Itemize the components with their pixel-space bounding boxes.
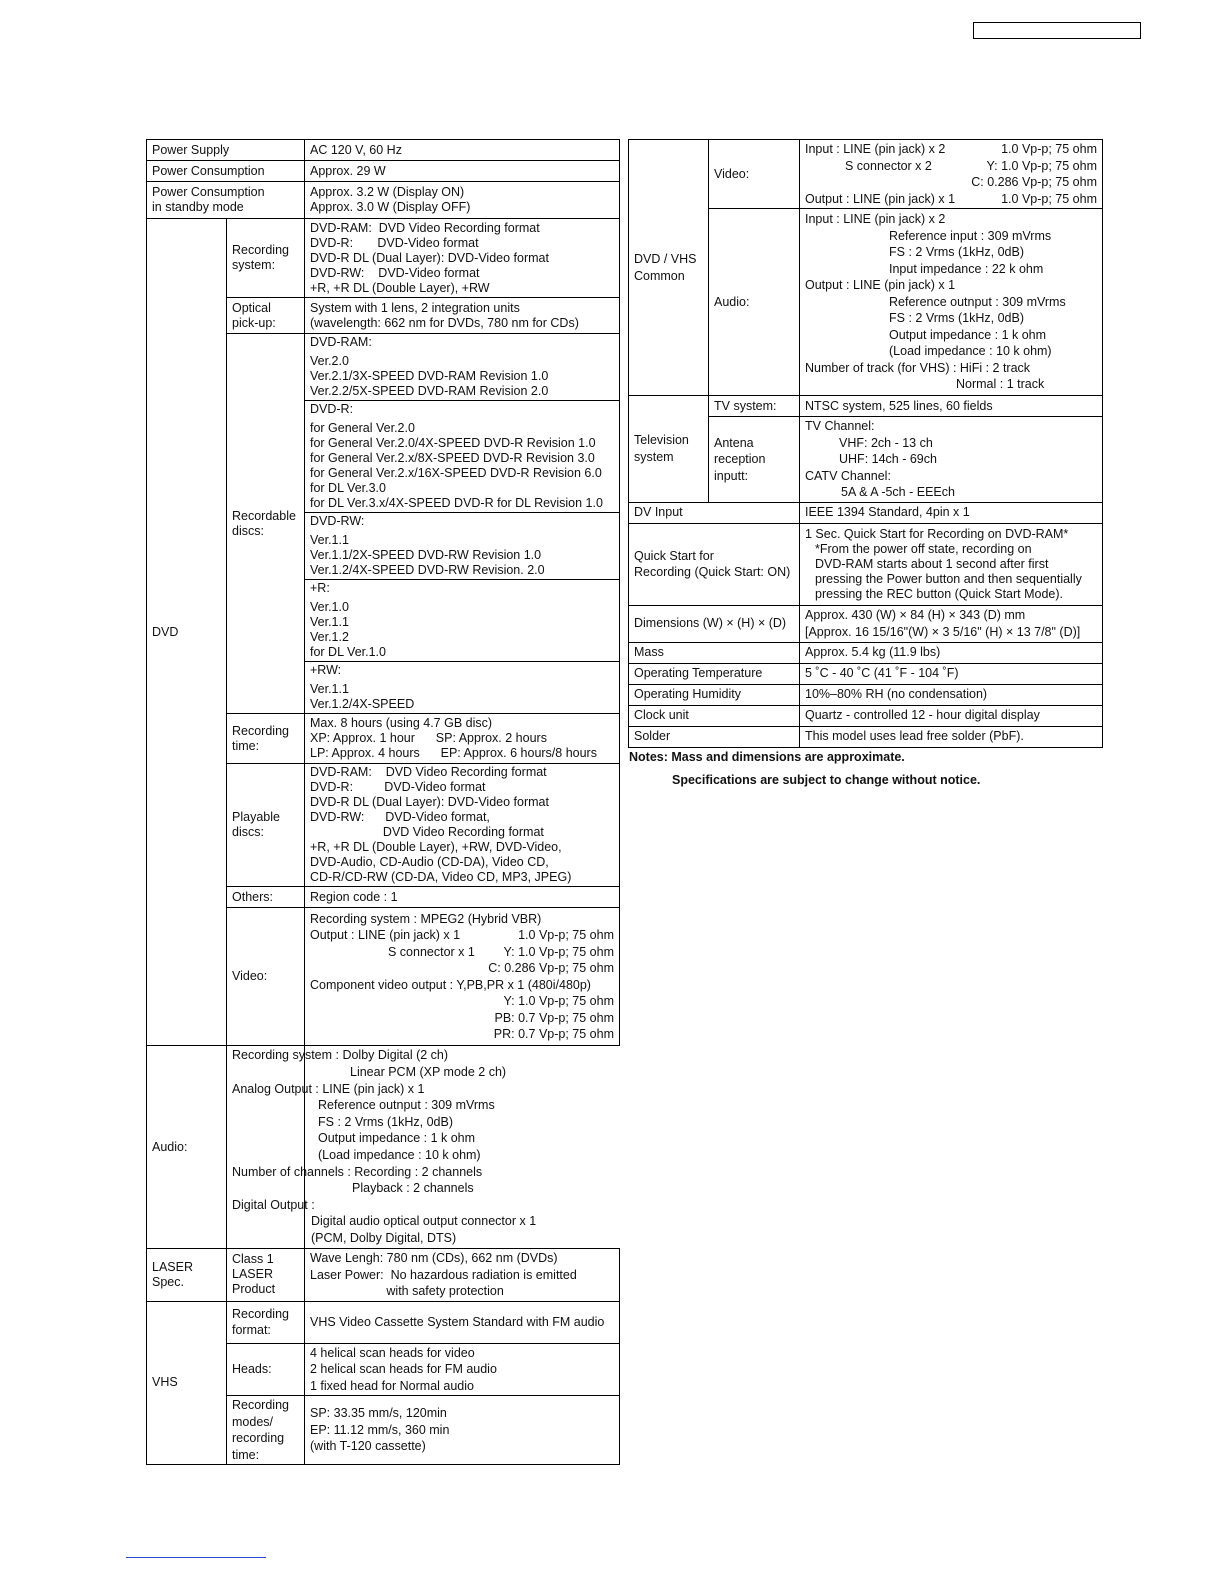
- label-line: Power Consumption: [152, 185, 265, 199]
- label-op-temp: Operating Temperature: [629, 663, 800, 684]
- label-antenna: [709, 417, 800, 503]
- value-line: [805, 141, 1097, 158]
- value-part: Y: 1.0 Vp-p; 75 ohm: [503, 944, 614, 959]
- value-line: Approx. 3.0 W (Display OFF): [310, 200, 471, 214]
- label-line: Recordable: [232, 508, 296, 523]
- value-line: 1 fixed head for Normal audio: [310, 1378, 474, 1393]
- value-line: Ver.1.1/2X-SPEED DVD-RW Revision 1.0: [310, 548, 542, 562]
- value-line: pressing the REC button (Quick Start Mode).: [815, 586, 1064, 601]
- value-mass: Approx. 5.4 kg (11.9 lbs): [800, 642, 1103, 663]
- label-line: Recording: [232, 723, 289, 738]
- value-part: 1.0 Vp-p; 75 ohm: [518, 928, 614, 942]
- value-line: Output impedance : 1 k ohm: [889, 327, 1047, 342]
- value-recording-time: [305, 714, 620, 764]
- spec-table-left: [146, 139, 620, 1465]
- value-line: FS : 2 Vrms (1kHz, 0dB): [318, 1114, 453, 1129]
- value-line: Playback : 2 channels: [352, 1181, 474, 1196]
- value-line: Number of channels : Recording : 2 channels: [232, 1164, 483, 1179]
- value-line: DVD-R DL (Dual Layer): DVD-Video format: [310, 250, 549, 265]
- label-line: Recording: [232, 243, 289, 257]
- label-clock: Clock unit: [629, 705, 800, 726]
- value-line: DVD-RAM: DVD Video Recording format: [310, 765, 547, 779]
- row-dvd-audio: [147, 1046, 620, 1249]
- disc-caption: DVD-R:: [310, 402, 354, 416]
- value-clock: Quartz - controlled 12 - hour digital display: [800, 705, 1103, 726]
- label-laser-class: [227, 1249, 305, 1302]
- disc-caption: +RW:: [310, 663, 342, 677]
- value-line: for General Ver.2.x/8X-SPEED DVD-R Revision 3.0: [310, 451, 595, 465]
- value-line: DVD-R: DVD-Video format: [310, 780, 486, 794]
- label-recordable-discs: [227, 334, 305, 714]
- value-part: Input : LINE (pin jack) x 2: [805, 142, 946, 156]
- value-power-consumption: Approx. 29 W: [305, 161, 620, 182]
- value-common-video: [800, 140, 1103, 209]
- value-line: Output : LINE (pin jack) x 1: [805, 278, 956, 293]
- value-laser: [305, 1249, 620, 1302]
- value-line: Laser Power: No hazardous radiation is emitted: [310, 1267, 577, 1282]
- value-line: (PCM, Dolby Digital, DTS): [311, 1230, 457, 1245]
- value-dv-input: IEEE 1394 Standard, 4pin x 1: [800, 502, 1103, 523]
- label-recording-system: [227, 219, 305, 298]
- value-line: for General Ver.2.0/4X-SPEED DVD-R Revision 1.0: [310, 436, 596, 450]
- value-line: Ver.1.2: [310, 630, 349, 644]
- label-standby: [147, 182, 305, 219]
- value-op-temp: 5 ˚C - 40 ˚C (41 ˚F - 104 ˚F): [800, 663, 1103, 684]
- value-line: (with T-120 cassette): [310, 1439, 426, 1454]
- label-line: Common: [634, 268, 685, 283]
- value-line: FS : 2 Vrms (1kHz, 0dB): [889, 245, 1024, 260]
- label-line: reception: [714, 452, 766, 466]
- value-line: DVD-RAM starts about 1 second after first: [815, 556, 1049, 571]
- row-clock: [629, 705, 1103, 726]
- value-line: Input : LINE (pin jack) x 2: [805, 212, 946, 227]
- value-line: Ver.1.2/4X-SPEED DVD-RW Revision. 2.0: [310, 563, 545, 577]
- value-dimensions: [800, 605, 1103, 642]
- row-solder: [629, 726, 1103, 747]
- label-line: Spec.: [152, 1274, 184, 1289]
- value-line: C: 0.286 Vp-p; 75 ohm: [488, 961, 614, 975]
- value-line: [310, 944, 614, 961]
- value-line: UHF: 14ch - 69ch: [839, 452, 937, 466]
- value-line: Wave Lengh: 780 nm (CDs), 662 nm (DVDs): [310, 1251, 558, 1265]
- value-line: Linear PCM (XP mode 2 ch): [350, 1065, 507, 1080]
- value-recordable-plusr: [305, 580, 620, 662]
- value-line: C: 0.286 Vp-p; 75 ohm: [971, 175, 1097, 189]
- label-power-consumption: Power Consumption: [147, 161, 305, 182]
- value-line: DVD-R DL (Dual Layer): DVD-Video format: [310, 795, 549, 809]
- label-quick-start: [629, 523, 800, 605]
- value-line: XP: Approx. 1 hour SP: Approx. 2 hours: [310, 731, 547, 745]
- value-recordable-dvdr: [305, 401, 620, 513]
- label-line: Class 1: [232, 1252, 274, 1267]
- value-tv-system: NTSC system, 525 lines, 60 fields: [800, 396, 1103, 417]
- label-dvd: DVD: [147, 219, 227, 1046]
- label-line: discs:: [232, 523, 264, 538]
- value-part: 1.0 Vp-p; 75 ohm: [1001, 142, 1097, 156]
- value-line: *From the power off state, recording on: [815, 541, 1032, 556]
- row-dimensions: [629, 605, 1103, 642]
- value-line: [Approx. 16 15/16"(W) × 3 5/16" (H) × 13 7/8" (D)]: [805, 624, 1081, 639]
- value-line: DVD-Audio, CD-Audio (CD-DA), Video CD,: [310, 855, 549, 869]
- value-part: S connector x 1: [388, 944, 475, 959]
- label-line: Television: [634, 433, 689, 448]
- value-line: Ver.1.2/4X-SPEED: [310, 697, 415, 711]
- label-line: Antena: [714, 435, 754, 450]
- label-playable: [227, 764, 305, 887]
- row-op-temp: [629, 663, 1103, 684]
- value-part: Output : LINE (pin jack) x 1: [805, 191, 956, 206]
- value-line: for DL Ver.1.0: [310, 645, 386, 659]
- row-common-video: [629, 140, 1103, 209]
- label-line: Recording: [232, 1398, 289, 1412]
- spec-table-right: [628, 139, 1103, 748]
- label-vhs-format: [227, 1301, 305, 1343]
- value-line: Component video output : Y,PB,PR x 1 (480i/480p): [310, 977, 591, 992]
- value-line: Approx. 430 (W) × 84 (H) × 343 (D) mm: [805, 608, 1026, 622]
- value-playable: [305, 764, 620, 887]
- disc-caption: DVD-RAM:: [310, 335, 372, 349]
- value-line: 5A & A -5ch - EEEch: [841, 485, 955, 499]
- value-op-hum: 10%–80% RH (no condensation): [800, 684, 1103, 705]
- value-line: PR: 0.7 Vp-p; 75 ohm: [493, 1027, 614, 1041]
- value-line: Ver.2.0: [310, 354, 349, 368]
- value-line: for DL Ver.3.x/4X-SPEED DVD-R for DL Revision 1.0: [310, 496, 603, 510]
- label-line: discs:: [232, 825, 264, 839]
- label-line: Quick Start for: [634, 548, 714, 563]
- value-recordable-plusrw: [305, 662, 620, 714]
- label-dvd-audio: Audio:: [147, 1046, 227, 1249]
- label-line: format:: [232, 1323, 271, 1337]
- row-tv-system: [629, 396, 1103, 417]
- value-line: pressing the Power button and then sequentially: [815, 571, 1082, 586]
- label-line: system:: [232, 258, 276, 272]
- value-others: Region code : 1: [305, 887, 620, 908]
- value-line: DVD Video Recording format: [310, 825, 544, 839]
- value-line: TV Channel:: [805, 419, 875, 433]
- value-dvd-video: [305, 908, 620, 1046]
- value-quick-start: [800, 523, 1103, 605]
- value-line: Ver.1.1: [310, 615, 349, 629]
- value-line: Output impedance : 1 k ohm: [318, 1131, 476, 1146]
- value-line: 2 helical scan heads for FM audio: [310, 1362, 497, 1376]
- value-line: [805, 158, 1097, 175]
- row-laser: [147, 1249, 620, 1302]
- label-line: Recording (Quick Start: ON): [634, 565, 791, 579]
- value-line: for DL Ver.3.0: [310, 481, 386, 495]
- value-line: Input impedance : 22 k ohm: [889, 261, 1044, 276]
- value-line: SP: 33.35 mm/s, 120min: [310, 1406, 447, 1421]
- row-recording-system: [147, 219, 620, 298]
- value-line: (wavelength: 662 nm for DVDs, 780 nm for CDs): [310, 315, 579, 330]
- label-line: time:: [232, 738, 260, 753]
- value-line: Y: 1.0 Vp-p; 75 ohm: [503, 994, 614, 1008]
- row-quick-start: [629, 523, 1103, 605]
- value-line: [310, 927, 614, 944]
- label-common-audio: Audio:: [709, 209, 800, 396]
- label-line: Recording: [232, 1307, 289, 1321]
- value-line: Normal : 1 track: [956, 377, 1045, 392]
- value-recording-system: [305, 219, 620, 298]
- value-line: EP: 11.12 mm/s, 360 min: [310, 1422, 450, 1437]
- label-line: in standby mode: [152, 200, 244, 214]
- value-power-supply: AC 120 V, 60 Hz: [305, 140, 620, 161]
- value-vhs-modes: [305, 1396, 620, 1465]
- disc-caption: +R:: [310, 581, 330, 595]
- label-line: Product: [232, 1282, 276, 1297]
- label-line: modes/: [232, 1414, 273, 1429]
- value-line: Approx. 3.2 W (Display ON): [310, 185, 465, 199]
- value-line: Ver.1.1: [310, 682, 349, 696]
- row-vhs-format: [147, 1301, 620, 1343]
- value-line: Ver.2.2/5X-SPEED DVD-RAM Revision 2.0: [310, 384, 549, 398]
- label-dv-input: DV Input: [629, 502, 800, 523]
- value-line: 4 helical scan heads for video: [310, 1345, 475, 1360]
- label-tv-system: TV system:: [709, 396, 800, 417]
- label-power-supply: Power Supply: [147, 140, 305, 161]
- value-line: Recording system : MPEG2 (Hybrid VBR): [310, 911, 542, 926]
- disc-caption: DVD-RW:: [310, 514, 365, 528]
- value-dvd-audio: [227, 1046, 537, 1249]
- label-dvd-vhs-common: [629, 140, 709, 396]
- value-line: CATV Channel:: [805, 468, 891, 483]
- footer-link-line: [126, 1557, 266, 1558]
- value-line: PB: 0.7 Vp-p; 75 ohm: [494, 1010, 614, 1025]
- value-line: for General Ver.2.x/16X-SPEED DVD-R Revision 6.0: [310, 466, 602, 480]
- value-line: 1 Sec. Quick Start for Recording on DVD-RAM*: [805, 526, 1069, 541]
- header-model-box: [973, 22, 1141, 39]
- value-line: Digital audio optical output connector x 1: [311, 1214, 537, 1229]
- row-dv-input: [629, 502, 1103, 523]
- value-vhs-format: VHS Video Cassette System Standard with FM audio: [305, 1301, 620, 1343]
- label-laser: [147, 1249, 227, 1302]
- value-common-audio: [800, 209, 1103, 396]
- value-part: S connector x 2: [845, 158, 932, 173]
- label-common-video: Video:: [709, 140, 800, 209]
- label-vhs-heads: Heads:: [227, 1343, 305, 1396]
- value-recordable-dvdrw: [305, 513, 620, 580]
- label-line: inputt:: [714, 468, 749, 483]
- label-solder: Solder: [629, 726, 800, 747]
- note-line-2: Specifications are subject to change without notice.: [672, 773, 981, 787]
- value-line: FS : 2 Vrms (1kHz, 0dB): [889, 311, 1024, 326]
- row-mass: [629, 642, 1103, 663]
- label-line: Playable: [232, 810, 280, 824]
- value-line: Ver.2.1/3X-SPEED DVD-RAM Revision 1.0: [310, 369, 549, 383]
- value-recordable-dvdram: [305, 334, 620, 401]
- label-mass: Mass: [629, 642, 800, 663]
- value-vhs-heads: [305, 1343, 620, 1396]
- value-line: Digital Output :: [232, 1197, 315, 1212]
- label-line: pick-up:: [232, 315, 276, 330]
- label-vhs: VHS: [147, 1301, 227, 1465]
- label-television-system: [629, 396, 709, 503]
- value-line: Analog Output : LINE (pin jack) x 1: [232, 1081, 425, 1096]
- row-power-supply: [147, 140, 620, 161]
- value-line: Ver.1.0: [310, 600, 349, 614]
- value-line: Number of track (for VHS) : HiFi : 2 track: [805, 360, 1031, 375]
- label-recording-time: [227, 714, 305, 764]
- value-line: (Load impedance : 10 k ohm): [318, 1148, 481, 1162]
- label-dvd-video: Video:: [227, 908, 305, 1046]
- label-line: DVD / VHS: [634, 252, 697, 266]
- label-line: system: [634, 449, 674, 464]
- label-line: Optical: [232, 300, 271, 315]
- value-part: 1.0 Vp-p; 75 ohm: [1001, 191, 1097, 206]
- label-vhs-modes: [227, 1396, 305, 1465]
- value-line: Reference input : 309 mVrms: [889, 228, 1052, 243]
- label-dimensions: Dimensions (W) × (H) × (D): [629, 605, 800, 642]
- row-op-hum: [629, 684, 1103, 705]
- value-line: LP: Approx. 4 hours EP: Approx. 6 hours/8 hours: [310, 746, 597, 760]
- value-line: Reference outnput : 309 mVrms: [889, 294, 1066, 309]
- label-op-hum: Operating Humidity: [629, 684, 800, 705]
- value-line: System with 1 lens, 2 integration units: [310, 300, 520, 315]
- value-line: Reference outnput : 309 mVrms: [318, 1098, 495, 1113]
- label-line: LASER: [232, 1267, 273, 1282]
- label-line: time:: [232, 1447, 260, 1462]
- value-line: +R, +R DL (Double Layer), +RW: [310, 280, 490, 295]
- value-line: (Load impedance : 10 k ohm): [889, 344, 1052, 359]
- value-line: DVD-R: DVD-Video format: [310, 235, 479, 250]
- value-standby: [305, 182, 620, 219]
- value-optical-pickup: [305, 298, 620, 334]
- value-line: Recording system : Dolby Digital (2 ch): [232, 1048, 449, 1063]
- value-line: +R, +R DL (Double Layer), +RW, DVD-Video,: [310, 840, 562, 854]
- value-line: Max. 8 hours (using 4.7 GB disc): [310, 716, 493, 730]
- value-line: DVD-RW: DVD-Video format: [310, 265, 480, 280]
- value-part: Y: 1.0 Vp-p; 75 ohm: [986, 158, 1097, 173]
- row-power-consumption: [147, 161, 620, 182]
- notes: [629, 750, 981, 787]
- value-line: CD-R/CD-RW (CD-DA, Video CD, MP3, JPEG): [310, 870, 572, 884]
- value-line: Ver.1.1: [310, 533, 349, 547]
- value-line: DVD-RAM: DVD Video Recording format: [310, 220, 540, 235]
- row-standby: [147, 182, 620, 219]
- value-part: Output : LINE (pin jack) x 1: [310, 928, 461, 942]
- value-line: with safety protection: [310, 1284, 504, 1298]
- value-solder: This model uses lead free solder (PbF).: [800, 726, 1103, 747]
- label-line: recording: [232, 1431, 285, 1445]
- value-line: VHF: 2ch - 13 ch: [839, 435, 933, 450]
- label-optical-pickup: [227, 298, 305, 334]
- value-antenna: [800, 417, 1103, 503]
- note-line-1: Notes: Mass and dimensions are approximate.: [629, 750, 905, 764]
- value-line: [805, 191, 1097, 208]
- label-others: Others:: [227, 887, 305, 908]
- value-line: DVD-RW: DVD-Video format,: [310, 810, 490, 824]
- label-line: LASER: [152, 1259, 193, 1274]
- value-line: for General Ver.2.0: [310, 421, 415, 435]
